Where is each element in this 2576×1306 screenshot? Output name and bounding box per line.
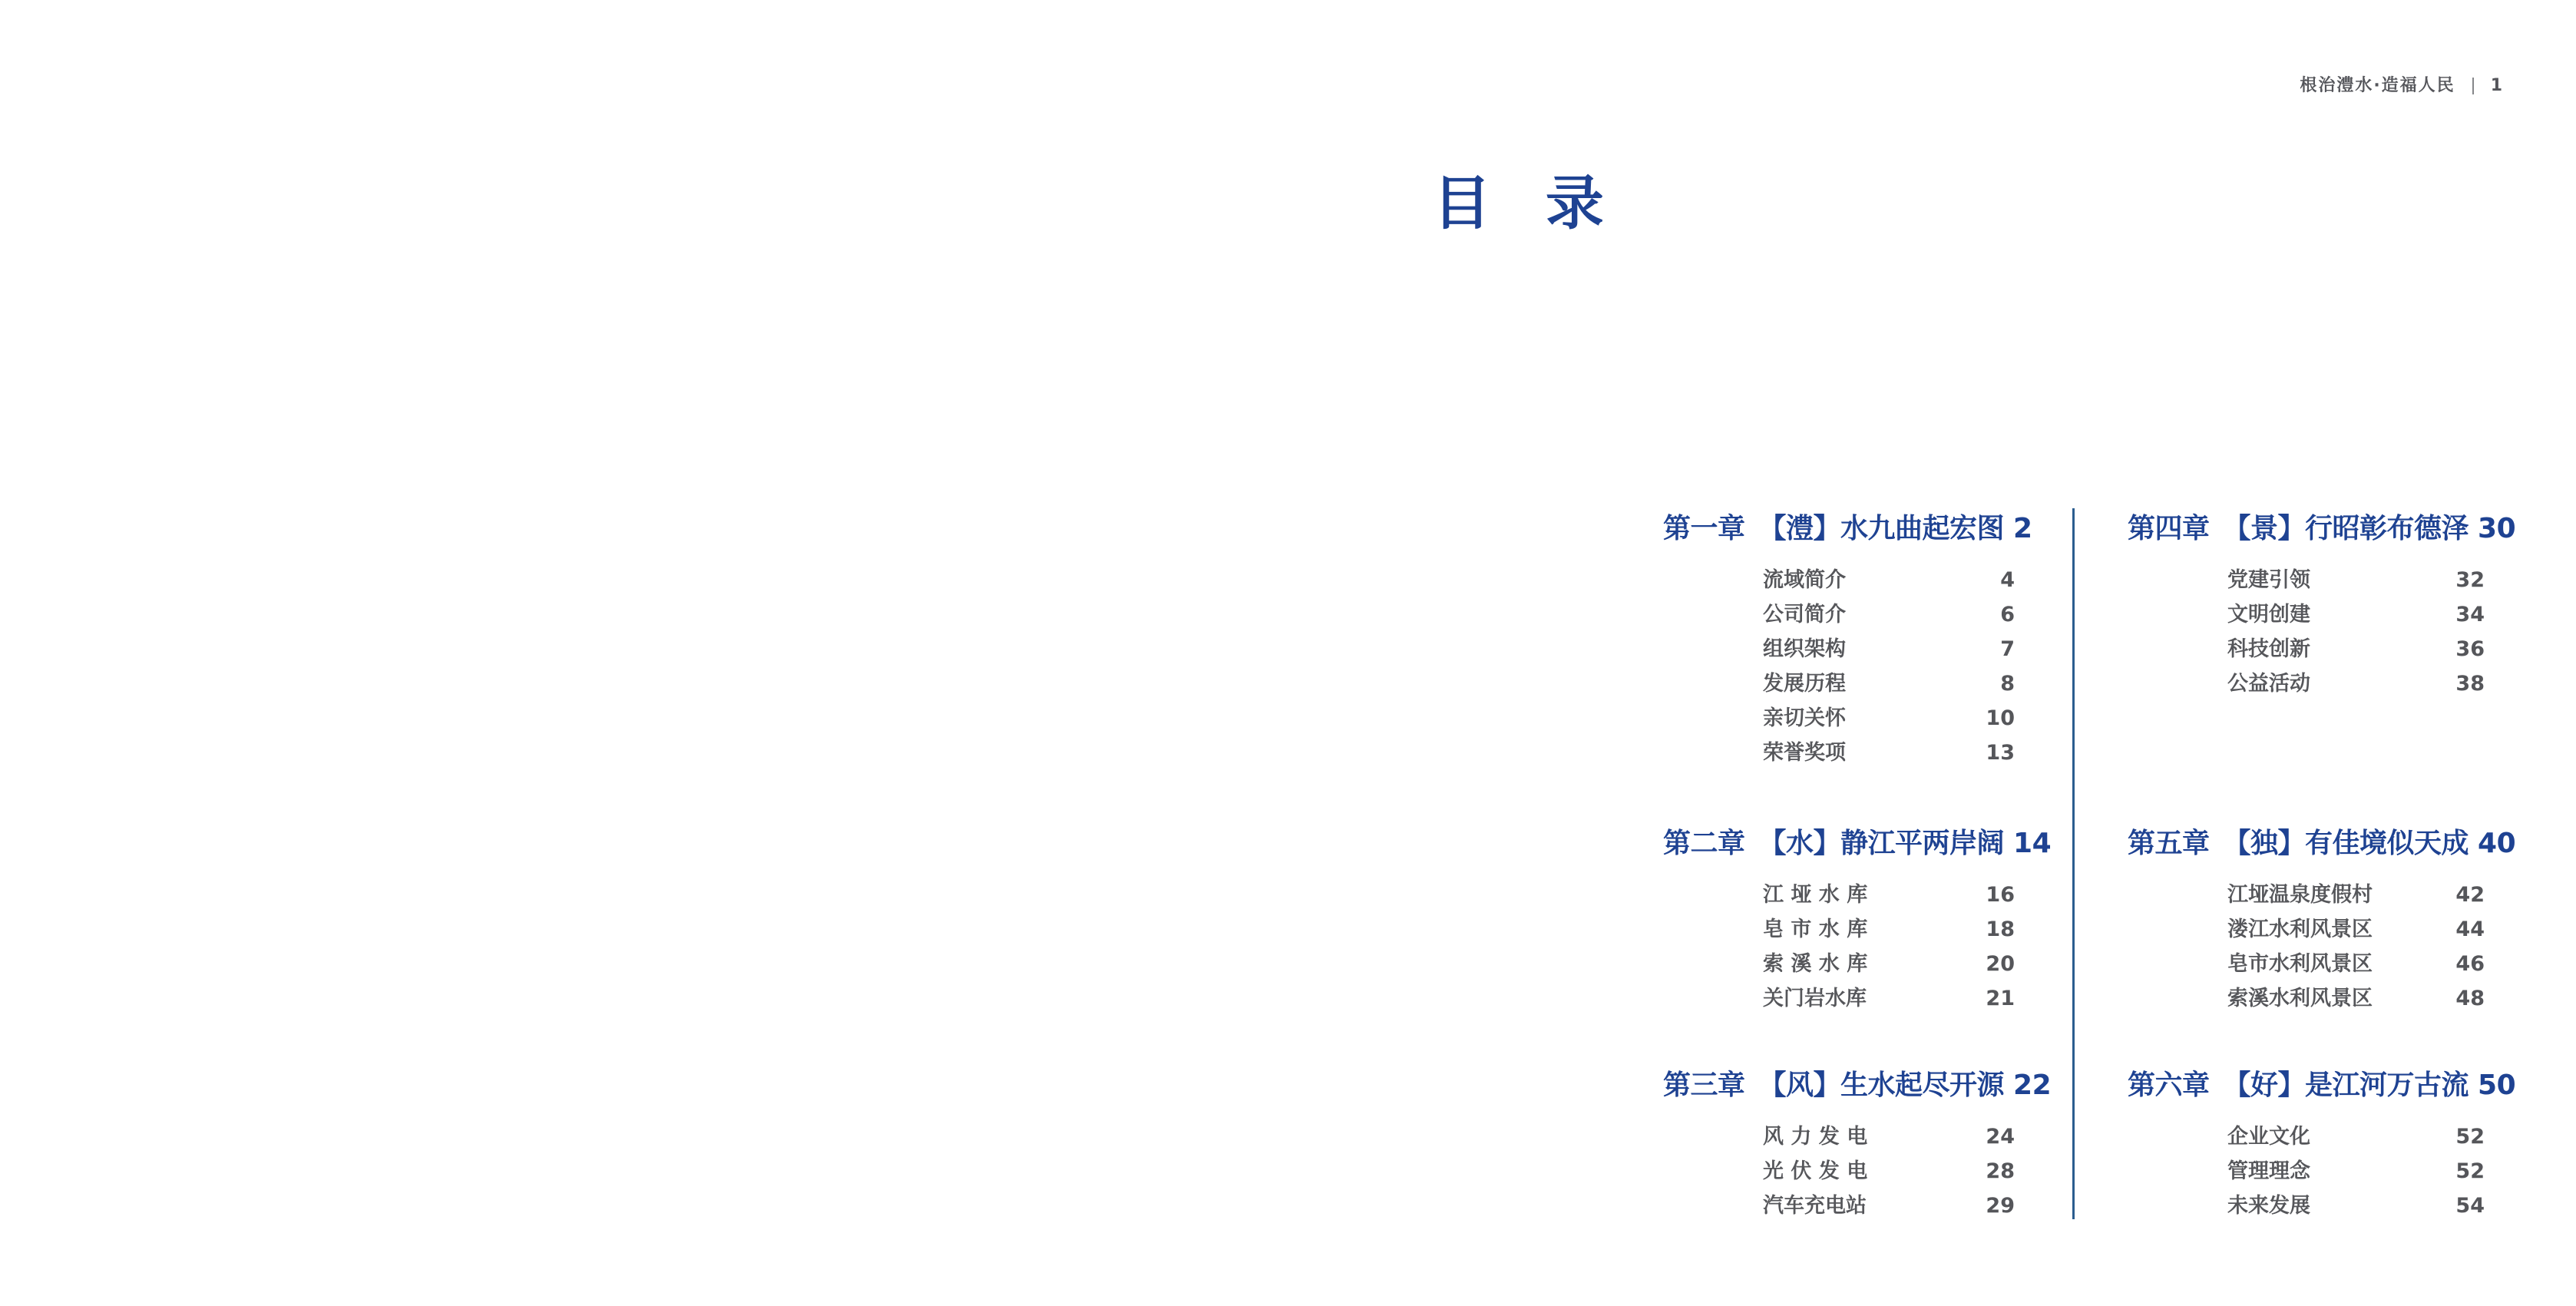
toc-item[interactable]: [2128, 947, 2485, 981]
toc-column-right: [2128, 0, 2516, 1306]
toc-item-label: 光 伏 发 电: [1763, 1159, 1868, 1183]
toc-item[interactable]: [1663, 878, 2015, 912]
toc-item-label: 亲切关怀: [1763, 706, 1846, 730]
toc-item-label: 江 垭 水 库: [1763, 883, 1868, 907]
header-slogan: 根治澧水·造福人民: [2300, 76, 2455, 95]
toc-item-label: 公司简介: [1763, 603, 1846, 627]
chapter-heading[interactable]: [2128, 825, 2516, 863]
toc-item-label: 文明创建: [2227, 603, 2310, 627]
toc-item[interactable]: [2128, 981, 2485, 1016]
toc-item-label: 江垭温泉度假村: [2227, 883, 2373, 907]
toc-item-page-number: 29: [1986, 1194, 2015, 1218]
toc-item-page-number: 6: [2000, 603, 2015, 627]
toc-chapter: [1663, 825, 2052, 1016]
toc-item-page-number: 38: [2455, 672, 2485, 696]
toc-item[interactable]: [1663, 632, 2015, 666]
toc-column-left: [1663, 0, 2052, 1306]
chapter-page-number: 22: [2013, 1070, 2052, 1101]
toc-chapter: [1663, 510, 2032, 770]
toc-item-page-number: 32: [2455, 568, 2485, 592]
toc-item[interactable]: [1663, 736, 2015, 770]
chapter-heading[interactable]: [1663, 825, 2052, 863]
toc-item-page-number: 24: [1986, 1125, 2015, 1149]
toc-item-page-number: 7: [2000, 637, 2015, 661]
chapter-title: 【风】生水起尽开源: [1758, 1070, 2005, 1101]
toc-item-label: 溇江水利风景区: [2227, 918, 2373, 941]
chapter-label: 第一章: [1663, 513, 1745, 544]
toc-item[interactable]: [1663, 1154, 2015, 1189]
toc-item-label: 发展历程: [1763, 672, 1846, 696]
toc-item[interactable]: [1663, 563, 2015, 597]
toc-item-label: 皂 市 水 库: [1763, 918, 1868, 941]
toc-item[interactable]: [2128, 912, 2485, 947]
toc-item-label: 关门岩水库: [1763, 987, 1867, 1010]
header-page-number: 1: [2490, 76, 2504, 95]
column-divider-line: [2072, 508, 2075, 1219]
toc-item-page-number: 20: [1986, 952, 2015, 976]
chapter-title: 【水】静江平两岸阔: [1758, 828, 2005, 859]
chapter-item-list: [1663, 878, 2015, 1016]
chapter-page-number: 40: [2478, 828, 2516, 859]
chapter-item-list: [1663, 563, 2015, 770]
toc-item[interactable]: [2128, 666, 2485, 701]
toc-chapter: [2128, 825, 2516, 1016]
toc-item-label: 科技创新: [2227, 637, 2310, 661]
toc-item[interactable]: [2128, 1119, 2485, 1154]
chapter-heading[interactable]: [1663, 1066, 2052, 1105]
chapter-title: 【好】是江河万古流: [2223, 1070, 2469, 1101]
chapter-item-list: [2128, 1119, 2485, 1223]
chapter-label: 第六章: [2128, 1070, 2210, 1101]
chapter-item-list: [2128, 563, 2485, 701]
toc-item-label: 党建引领: [2227, 568, 2310, 592]
chapter-title: 【澧】水九曲起宏图: [1758, 513, 2005, 544]
toc-item[interactable]: [2128, 1189, 2485, 1223]
toc-chapter: [1663, 1066, 2052, 1223]
chapter-page-number: 2: [2013, 513, 2032, 544]
toc-item-page-number: 16: [1986, 883, 2015, 907]
chapter-heading[interactable]: [2128, 1066, 2516, 1105]
toc-item-page-number: 34: [2455, 603, 2485, 627]
toc-item-page-number: 36: [2455, 637, 2485, 661]
chapter-item-list: [1663, 1119, 2015, 1223]
toc-item[interactable]: [2128, 563, 2485, 597]
toc-item-label: 索溪水利风景区: [2227, 987, 2373, 1010]
toc-item[interactable]: [1663, 666, 2015, 701]
toc-item[interactable]: [2128, 632, 2485, 666]
chapter-heading[interactable]: [1663, 510, 2032, 548]
toc-item-label: 企业文化: [2227, 1125, 2310, 1149]
toc-item-label: 皂市水利风景区: [2227, 952, 2373, 976]
toc-item-label: 风 力 发 电: [1763, 1125, 1868, 1149]
toc-item-label: 索 溪 水 库: [1763, 952, 1868, 976]
toc-item-label: 公益活动: [2227, 672, 2310, 696]
chapter-label: 第四章: [2128, 513, 2210, 544]
toc-item-label: 组织架构: [1763, 637, 1846, 661]
toc-item[interactable]: [1663, 1189, 2015, 1223]
toc-item-page-number: 44: [2455, 918, 2485, 941]
chapter-title: 【独】有佳境似天成: [2223, 828, 2469, 859]
toc-item-page-number: 52: [2455, 1125, 2485, 1149]
toc-item-page-number: 48: [2455, 987, 2485, 1010]
toc-item[interactable]: [1663, 981, 2015, 1016]
toc-chapter: [2128, 1066, 2516, 1223]
chapter-page-number: 14: [2013, 828, 2052, 859]
toc-item-label: 汽车充电站: [1763, 1194, 1867, 1218]
toc-item-page-number: 13: [1986, 741, 2015, 765]
chapter-label: 第三章: [1663, 1070, 1745, 1101]
toc-item-page-number: 52: [2455, 1159, 2485, 1183]
toc-chapter: [2128, 510, 2516, 701]
toc-item[interactable]: [1663, 947, 2015, 981]
chapter-heading[interactable]: [2128, 510, 2516, 548]
toc-item[interactable]: [1663, 912, 2015, 947]
chapter-item-list: [2128, 878, 2485, 1016]
chapter-page-number: 30: [2478, 513, 2516, 544]
toc-item-label: 荣誉奖项: [1763, 741, 1846, 765]
toc-item[interactable]: [1663, 597, 2015, 632]
toc-item-page-number: 18: [1986, 918, 2015, 941]
toc-item-label: 流域简介: [1763, 568, 1846, 592]
chapter-title: 【景】行昭彰布德泽: [2223, 513, 2469, 544]
toc-item-page-number: 4: [2000, 568, 2015, 592]
toc-item-page-number: 46: [2455, 952, 2485, 976]
page-title: 目 录: [1433, 169, 1609, 237]
chapter-label: 第五章: [2128, 828, 2210, 859]
toc-item[interactable]: [2128, 597, 2485, 632]
toc-item-page-number: 42: [2455, 883, 2485, 907]
toc-item-label: 管理理念: [2227, 1159, 2310, 1183]
toc-item[interactable]: [1663, 1119, 2015, 1154]
toc-item-label: 未来发展: [2227, 1194, 2310, 1218]
toc-item-page-number: 21: [1986, 987, 2015, 1010]
toc-item[interactable]: [2128, 1154, 2485, 1189]
toc-item-page-number: 10: [1986, 706, 2015, 730]
chapter-label: 第二章: [1663, 828, 1745, 859]
toc-item-page-number: 8: [2000, 672, 2015, 696]
toc-item-page-number: 54: [2455, 1194, 2485, 1218]
toc-item[interactable]: [1663, 701, 2015, 736]
toc-item[interactable]: [2128, 878, 2485, 912]
chapter-page-number: 50: [2478, 1070, 2516, 1101]
toc-item-page-number: 28: [1986, 1159, 2015, 1183]
